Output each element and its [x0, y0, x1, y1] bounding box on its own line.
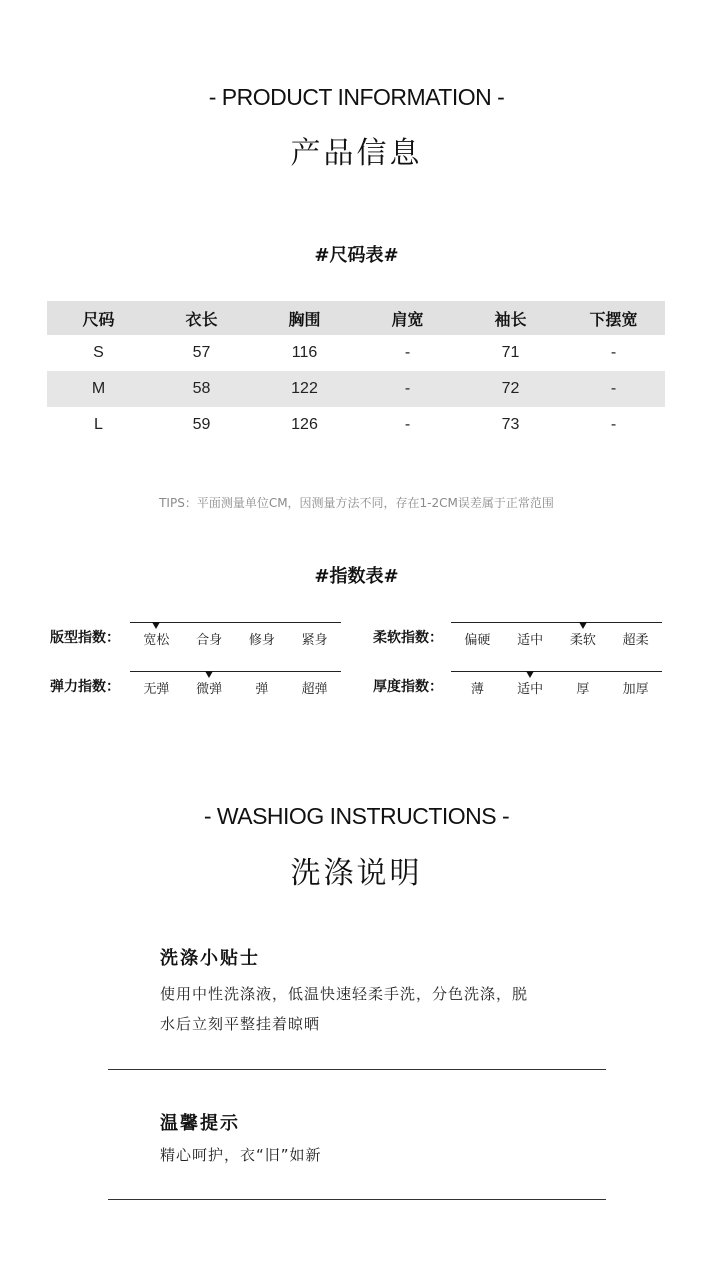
index-option: 超弹	[301, 682, 328, 697]
table-cell: -	[404, 380, 411, 397]
product-info-cn-title: 产品信息	[290, 136, 423, 171]
index-option: 柔软	[569, 633, 596, 648]
table-cell: -	[404, 416, 411, 433]
index-option: 适中	[517, 682, 544, 697]
index-option: 超柔	[622, 633, 649, 648]
table-row	[47, 371, 665, 407]
table-cell: -	[610, 344, 617, 361]
table-cell: 58	[192, 380, 211, 397]
table-row	[47, 407, 665, 443]
size-chart-title: #尺码表#	[314, 245, 399, 266]
divider	[108, 1069, 606, 1070]
divider	[108, 1199, 606, 1200]
index-option: 弹	[255, 682, 269, 697]
washing-tips-line-1: 使用中性洗涤液，低温快速轻柔手洗，分色洗涤，脱	[160, 985, 529, 1003]
size-tips: TIPS：平面测量单位CM，因测量方法不同，存在1-2CM误差属于正常范围	[159, 496, 554, 510]
selected-marker-icon	[579, 622, 587, 629]
header-chest: 胸围	[288, 309, 321, 329]
index-option: 薄	[470, 682, 484, 697]
table-cell: 73	[501, 416, 520, 433]
index-label: 版型指数：	[50, 630, 120, 646]
selected-marker-icon	[152, 622, 160, 629]
size-table	[47, 301, 665, 443]
product-info-en-title: - PRODUCT INFORMATION -	[208, 84, 505, 110]
index-option: 无弹	[143, 682, 170, 697]
index-label: 柔软指数：	[373, 630, 443, 646]
index-chart-title: #指数表#	[314, 566, 399, 587]
table-cell: -	[610, 416, 617, 433]
index-scale-line	[451, 622, 662, 623]
table-cell: L	[94, 416, 103, 433]
header-shoulder: 肩宽	[391, 309, 424, 329]
index-option: 厚	[576, 682, 590, 697]
index-option: 偏硬	[464, 633, 491, 648]
table-cell: S	[93, 344, 104, 361]
index-option: 合身	[196, 633, 223, 648]
header-length: 衣长	[185, 309, 218, 329]
table-cell: 116	[291, 344, 318, 361]
header-sleeve: 袖长	[494, 309, 527, 329]
index-scale-line	[130, 671, 341, 672]
index-option: 宽松	[143, 633, 170, 648]
table-cell: 126	[291, 416, 318, 433]
table-cell: 71	[501, 344, 520, 361]
index-label: 厚度指数：	[373, 679, 443, 695]
header-hem: 下摆宽	[589, 309, 638, 329]
index-option: 修身	[248, 633, 275, 648]
index-option: 紧身	[301, 633, 328, 648]
size-table-header	[47, 301, 665, 335]
table-cell: M	[91, 380, 106, 397]
table-cell: -	[404, 344, 411, 361]
washing-en-title: - WASHIOG INSTRUCTIONS -	[203, 803, 510, 829]
table-row	[47, 335, 665, 371]
index-scale-line	[130, 622, 341, 623]
index-label: 弹力指数：	[50, 679, 120, 695]
index-scale-line	[451, 671, 662, 672]
table-cell: 122	[291, 380, 318, 397]
washing-tips-title: 洗涤小贴士	[160, 948, 260, 969]
reminder-title: 温馨提示	[160, 1113, 240, 1134]
selected-marker-icon	[205, 671, 213, 678]
table-cell: 57	[192, 344, 211, 361]
table-cell: -	[610, 380, 617, 397]
index-option: 适中	[517, 633, 544, 648]
washing-cn-title: 洗涤说明	[290, 856, 423, 891]
index-option: 微弹	[196, 682, 223, 697]
index-option: 加厚	[622, 682, 649, 697]
selected-marker-icon	[526, 671, 534, 678]
reminder-text: 精心呵护，衣“旧”如新	[160, 1146, 322, 1164]
header-size: 尺码	[82, 309, 115, 329]
table-cell: 59	[192, 416, 211, 433]
table-cell: 72	[501, 380, 520, 397]
washing-tips-line-2: 水后立刻平整挂着晾晒	[160, 1015, 321, 1033]
